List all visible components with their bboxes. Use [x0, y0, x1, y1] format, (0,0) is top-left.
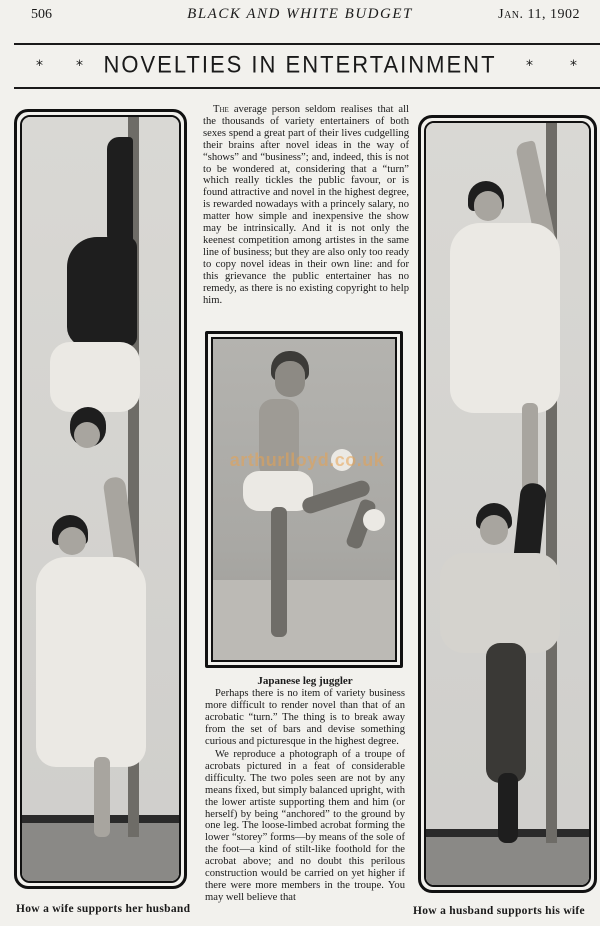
photo-japanese-leg-juggler	[211, 337, 397, 662]
star-ornament-icon: *	[36, 58, 43, 74]
section-title: NOVELTIES IN ENTERTAINMENT	[103, 50, 497, 79]
header-rule-bottom	[14, 87, 600, 89]
drop-lead: The	[213, 104, 229, 115]
star-ornament-icon: *	[570, 58, 577, 74]
header-rule-top	[14, 43, 600, 45]
section-banner	[0, 50, 600, 84]
caption-right: How a husband supports his wife	[413, 905, 585, 917]
star-ornament-icon: *	[526, 58, 533, 74]
star-ornament-icon: *	[76, 58, 83, 74]
running-head	[0, 4, 600, 26]
page-number: 506	[31, 7, 52, 22]
photo-husband-supports-wife	[424, 121, 591, 887]
article-paragraph-2: Perhaps there is no item of variety business more difficult to render novel than that of an acrobatic “turn.” The thing is to break away from the set of bars and devise something curious and picturesque in the highest degree.	[205, 688, 405, 747]
caption-left: How a wife supports her husband	[16, 903, 191, 915]
journal-title: BLACK AND WHITE BUDGET	[187, 6, 413, 22]
caption-centre: Japanese leg juggler	[257, 675, 353, 687]
photo-wife-supports-husband	[20, 115, 181, 883]
issue-date: Jan. 11, 1902	[498, 7, 580, 22]
photo-frame-left	[14, 109, 187, 889]
article-paragraph-3: We reproduce a photograph of a troupe of acrobats pictured in a feat of considerable difficulty. The two poles seen are not by any means fixed, but simply balanced upright, with the lower artiste supporting them and him (or herself) by being “anchored” to the ground by one leg. The loose-limbed acrobat forming the lower “storey” forms—by means of the sole of the foot—a kind of stilt-like foothold for the acrobat above; and no doubt this perilous construction would be carried on yet higher if there were more members in the troupe. You may well believe that	[205, 749, 405, 903]
article-paragraph-1: The average person seldom realises that all the thousands of variety entertainers of both sexes spend a great part of their lives cudgelling their brains after novel ideas in the way of “shows” and “business”; and, indeed, this is not to be wondered at, considering that a “turn” which really tickles the public favour, or is found attractive and novel in the highest degree, is rewarded nowadays with a princely salary, no matter how simple and inexpensive the show may be intrinsically. And it is not only the keenest competition among artistes in the same line of business; but they are also only too ready to copy novel ideas in their own line: and for this grievance the public entertainer has no remedy, as there is no existing copyright to help him.	[203, 104, 409, 306]
photo-frame-right	[418, 115, 597, 893]
watermark: arthurlloyd.co.uk	[229, 450, 385, 470]
photo-frame-centre	[205, 331, 403, 668]
